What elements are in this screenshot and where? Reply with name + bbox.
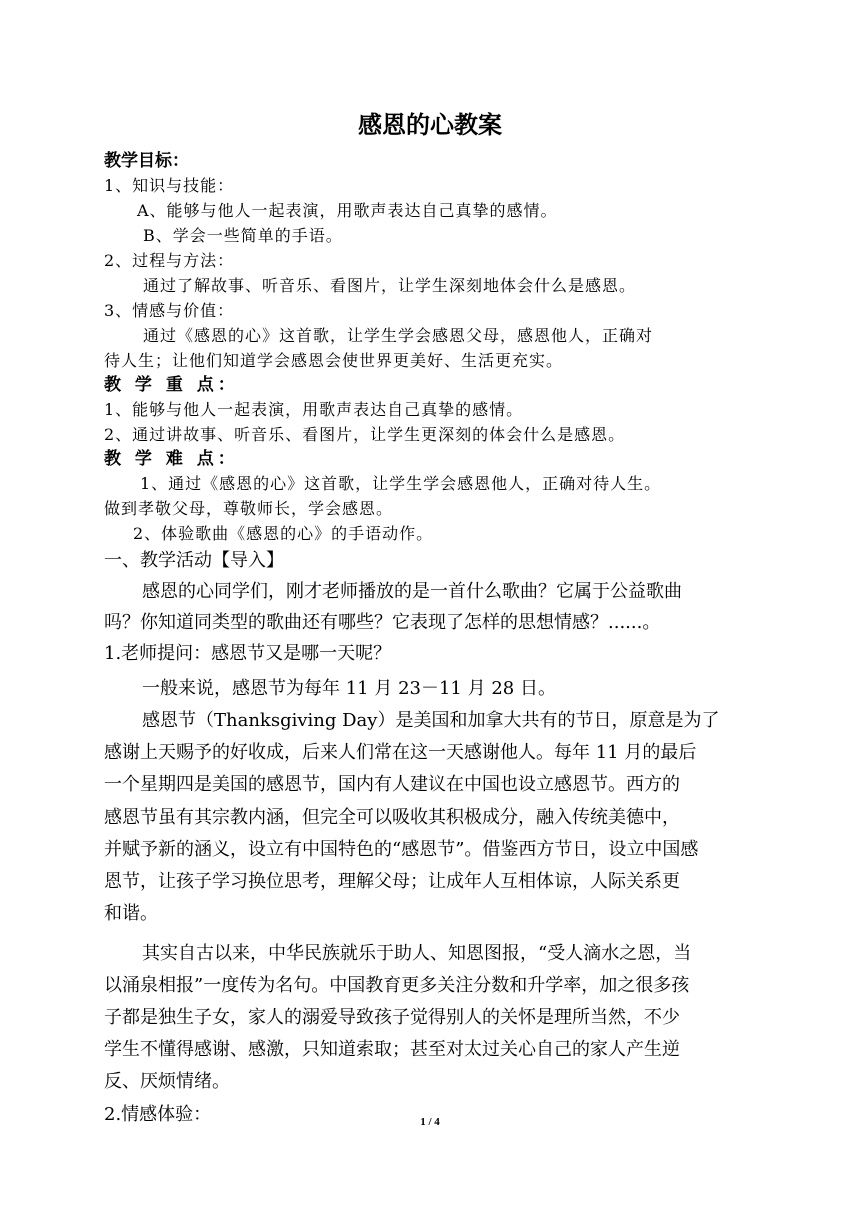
text-line: 学生不懂得感谢、感激，只知道索取；甚至对太过关心自己的家人产生逆 bbox=[104, 1039, 680, 1060]
text-line: 1、能够与他人一起表演，用歌声表达自己真挚的感情。 bbox=[104, 400, 524, 419]
text-line: 3、情感与价值： bbox=[104, 301, 235, 320]
text-line: 一个星期四是美国的感恩节，国内有人建议在中国也设立感恩节。西方的 bbox=[104, 774, 680, 795]
section-heading-objectives: 教学目标： bbox=[104, 151, 189, 171]
page-title: 感恩的心教案 bbox=[358, 111, 502, 139]
text-line: 2、过程与方法： bbox=[104, 251, 235, 270]
text-line: 做到孝敬父母，尊敬师长，学会感恩。 bbox=[104, 499, 394, 518]
text-line: 通过《感恩的心》这首歌，让学生学会感恩父母，感恩他人，正确对 bbox=[143, 326, 654, 345]
section-heading-activity: 一、教学活动【导入】 bbox=[104, 550, 284, 571]
text-line: 感恩节虽有其宗教内涵，但完全可以吸收其积极成分，融入传统美德中， bbox=[104, 807, 680, 828]
text-line: A、能够与他人一起表演，用歌声表达自己真挚的感情。 bbox=[137, 201, 558, 220]
text-line: 反、厌烦情绪。 bbox=[104, 1071, 230, 1092]
text-line: 和谐。 bbox=[104, 903, 158, 924]
text-line: 2.情感体验： bbox=[104, 1104, 212, 1125]
text-line: 待人生；让他们知道学会感恩会使世界更美好、生活更充实。 bbox=[104, 351, 564, 370]
text-line: 并赋予新的涵义，设立有中国特色的“感恩节”。借鉴西方节日，设立中国感 bbox=[104, 839, 699, 860]
text-line: 感恩的心同学们，刚才老师播放的是一首什么歌曲？它属于公益歌曲 bbox=[142, 581, 682, 602]
text-line: 子都是独生子女，家人的溺爱导致孩子觉得别人的关怀是理所当然，不少 bbox=[104, 1007, 680, 1028]
text-line: 感谢上天赐予的好收成，后来人们常在这一天感谢他人。每年 11 月的最后 bbox=[104, 742, 697, 763]
text-line: 2、通过讲故事、听音乐、看图片，让学生更深刻的体会什么是感恩。 bbox=[104, 425, 626, 444]
text-line: 通过了解故事、听音乐、看图片，让学生深刻地体会什么是感恩。 bbox=[143, 276, 637, 295]
text-line: 1、通过《感恩的心》这首歌，让学生学会感恩他人，正确对待人生。 bbox=[140, 474, 662, 493]
text-line: B、学会一些简单的手语。 bbox=[143, 226, 343, 245]
section-heading-difficulties: 教 学 难 点： bbox=[104, 449, 239, 469]
page-number: 1 / 4 bbox=[420, 1116, 440, 1128]
section-heading-key-points: 教 学 重 点： bbox=[104, 375, 239, 395]
text-line: 感恩节（Thanksgiving Day）是美国和加拿大共有的节日，原意是为了 bbox=[142, 710, 720, 731]
text-line: 2、体验歌曲《感恩的心》的手语动作。 bbox=[133, 524, 434, 543]
text-line: 以涌泉相报”一度传为名句。中国教育更多关注分数和升学率，加之很多孩 bbox=[104, 975, 690, 996]
text-line: 1、知识与技能： bbox=[104, 176, 235, 195]
text-line: 其实自古以来，中华民族就乐于助人、知恩图报，“受人滴水之恩，当 bbox=[142, 943, 692, 964]
text-line: 一般来说，感恩节为每年 11 月 23－11 月 28 日。 bbox=[142, 678, 556, 699]
text-line: 1.老师提问：感恩节又是哪一天呢？ bbox=[104, 643, 392, 664]
text-line: 恩节，让孩子学习换位思考，理解父母；让成年人互相体谅，人际关系更 bbox=[104, 871, 680, 892]
text-line: 吗？你知道同类型的歌曲还有哪些？它表现了怎样的思想情感？......。 bbox=[104, 612, 661, 633]
